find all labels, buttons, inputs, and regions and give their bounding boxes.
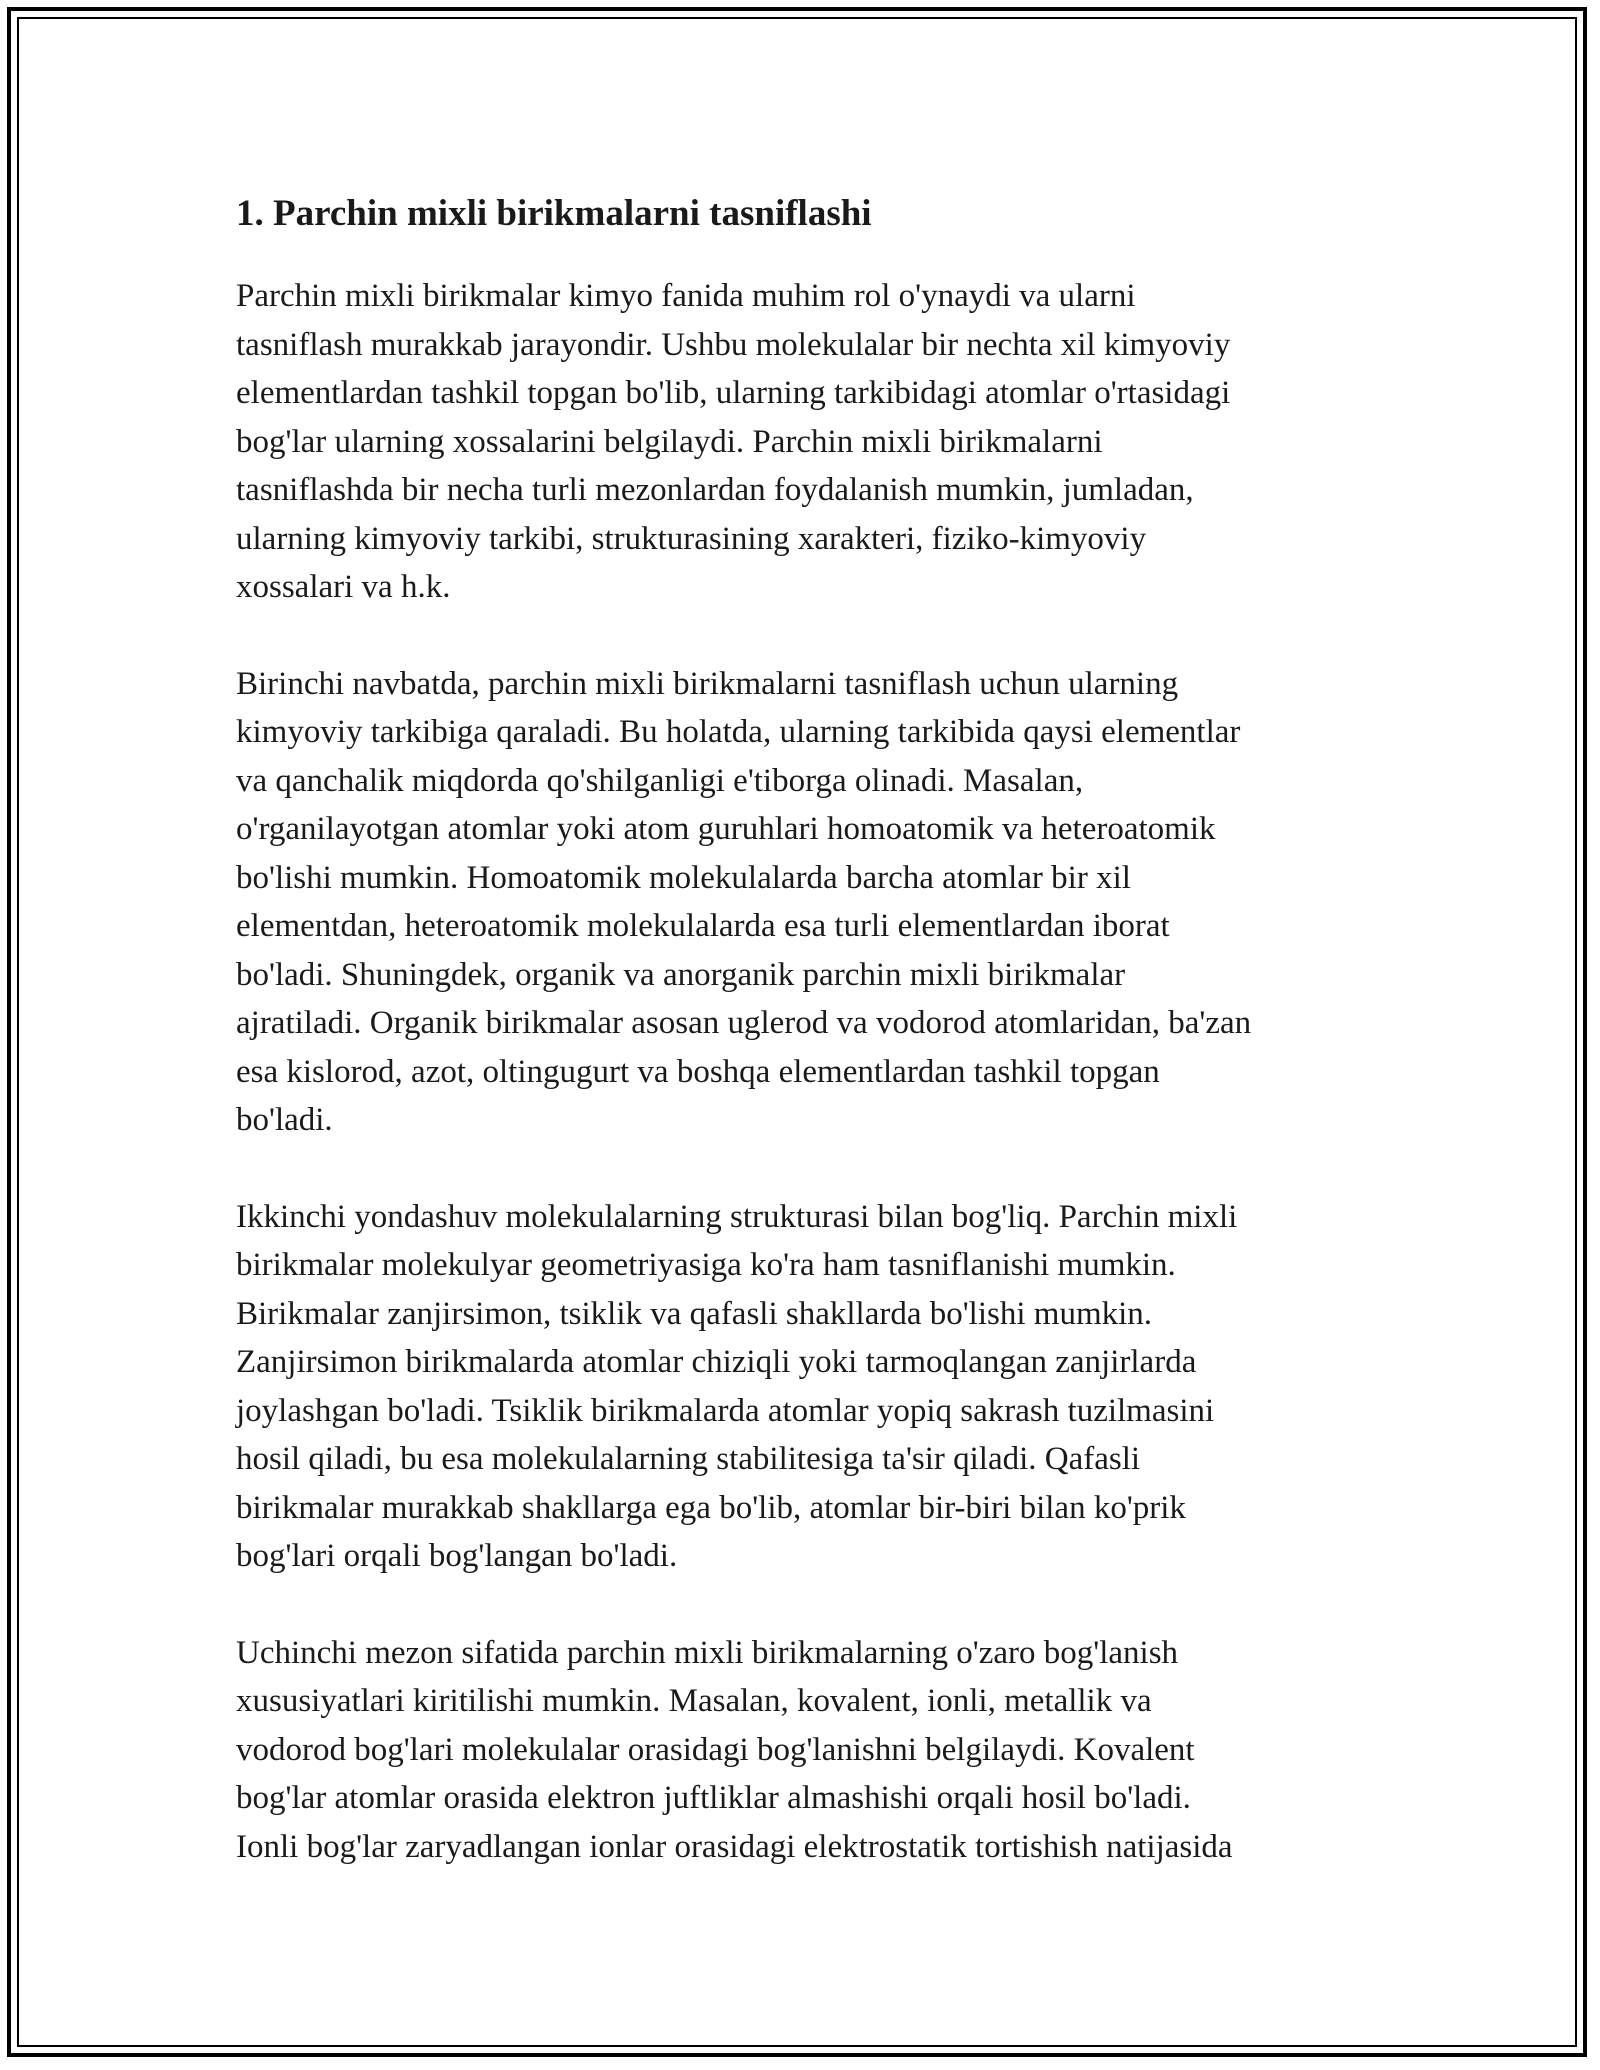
paragraph-classification-intro: Parchin mixli birikmalar kimyo fanida muhim rol o'ynaydi va ularni tasniflash murakkab jarayondir. Ushbu molekulalar bir nechta xil kimyoviy elementlardan tashkil topgan bo'lib, ularning tarkibidagi atomlar o'rtasidagi bog'lar ularning xossalarini belgilaydi. Parchin mixli birikmalarni tasniflashda bir necha turli mezonlardan foydalanish mumkin, jumladan, ularning kimyoviy tarkibi, strukturasining xarakteri, fiziko-kimyoviy xossalari va h.k.: [236, 278, 1231, 605]
paragraph-chemical-composition: Birinchi navbatda, parchin mixli birikmalarni tasniflash uchun ularning kimyoviy tarkibiga qaraladi. Bu holatda, ularning tarkibida qaysi elementlar va qanchalik miqdorda qo'shilganligi e'tiborga olinadi. Masalan, o'rganilayotgan atomlar yoki atom guruhlari homoatomik va heteroatomik bo'lishi mumkin. Homoatomik molekulalarda barcha atomlar bir xil elementdan, heteroatomik molekulalarda esa turli elementlardan iborat bo'ladi. Shuningdek, organik va anorganik parchin mixli birikmalar ajratiladi. Organik birikmalar asosan uglerod va vodorod atomlaridan, ba'zan esa kislorod, azot, oltingugurt va boshqa elementlardan tashkil topgan bo'ladi.: [236, 665, 1252, 1138]
paragraph-molecular-structure: Ikkinchi yondashuv molekulalarning strukturasi bilan bog'liq. Parchin mixli birikmalar molekulyar geometriyasiga ko'ra ham tasniflanishi mumkin. Birikmalar zanjirsimon, tsiklik va qafasli shakllarda bo'lishi mumkin. Zanjirsimon birikmalarda atomlar chiziqli yoki tarmoqlangan zanjirlarda joylashgan bo'ladi. Tsiklik birikmalarda atomlar yopiq sakrash tuzilmasini hosil qiladi, bu esa molekulalarning stabilitesiga ta'sir qiladi. Qafasli birikmalar murakkab shakllarga ega bo'lib, atomlar bir-biri bilan ko'prik bog'lari orqali bog'langan bo'ladi.: [236, 1198, 1238, 1574]
paragraph-bonding-properties: Uchinchi mezon sifatida parchin mixli birikmalarning o'zaro bog'lanish xususiyatlari kiritilishi mumkin. Masalan, kovalent, ionli, metallik va vodorod bog'lari molekulalar orasidagi bog'lanishni belgilaydi. Kovalent bog'lar atomlar orasida elektron juftliklar almashishi orqali hosil bo'ladi. Ionli bog'lar zaryadlangan ionlar orasidagi elektrostatik tortishish natijasida: [236, 1634, 1233, 1865]
section-heading: 1. Parchin mixli birikmalarni tasniflashi: [236, 193, 872, 234]
document-body: [236, 182, 1376, 1871]
